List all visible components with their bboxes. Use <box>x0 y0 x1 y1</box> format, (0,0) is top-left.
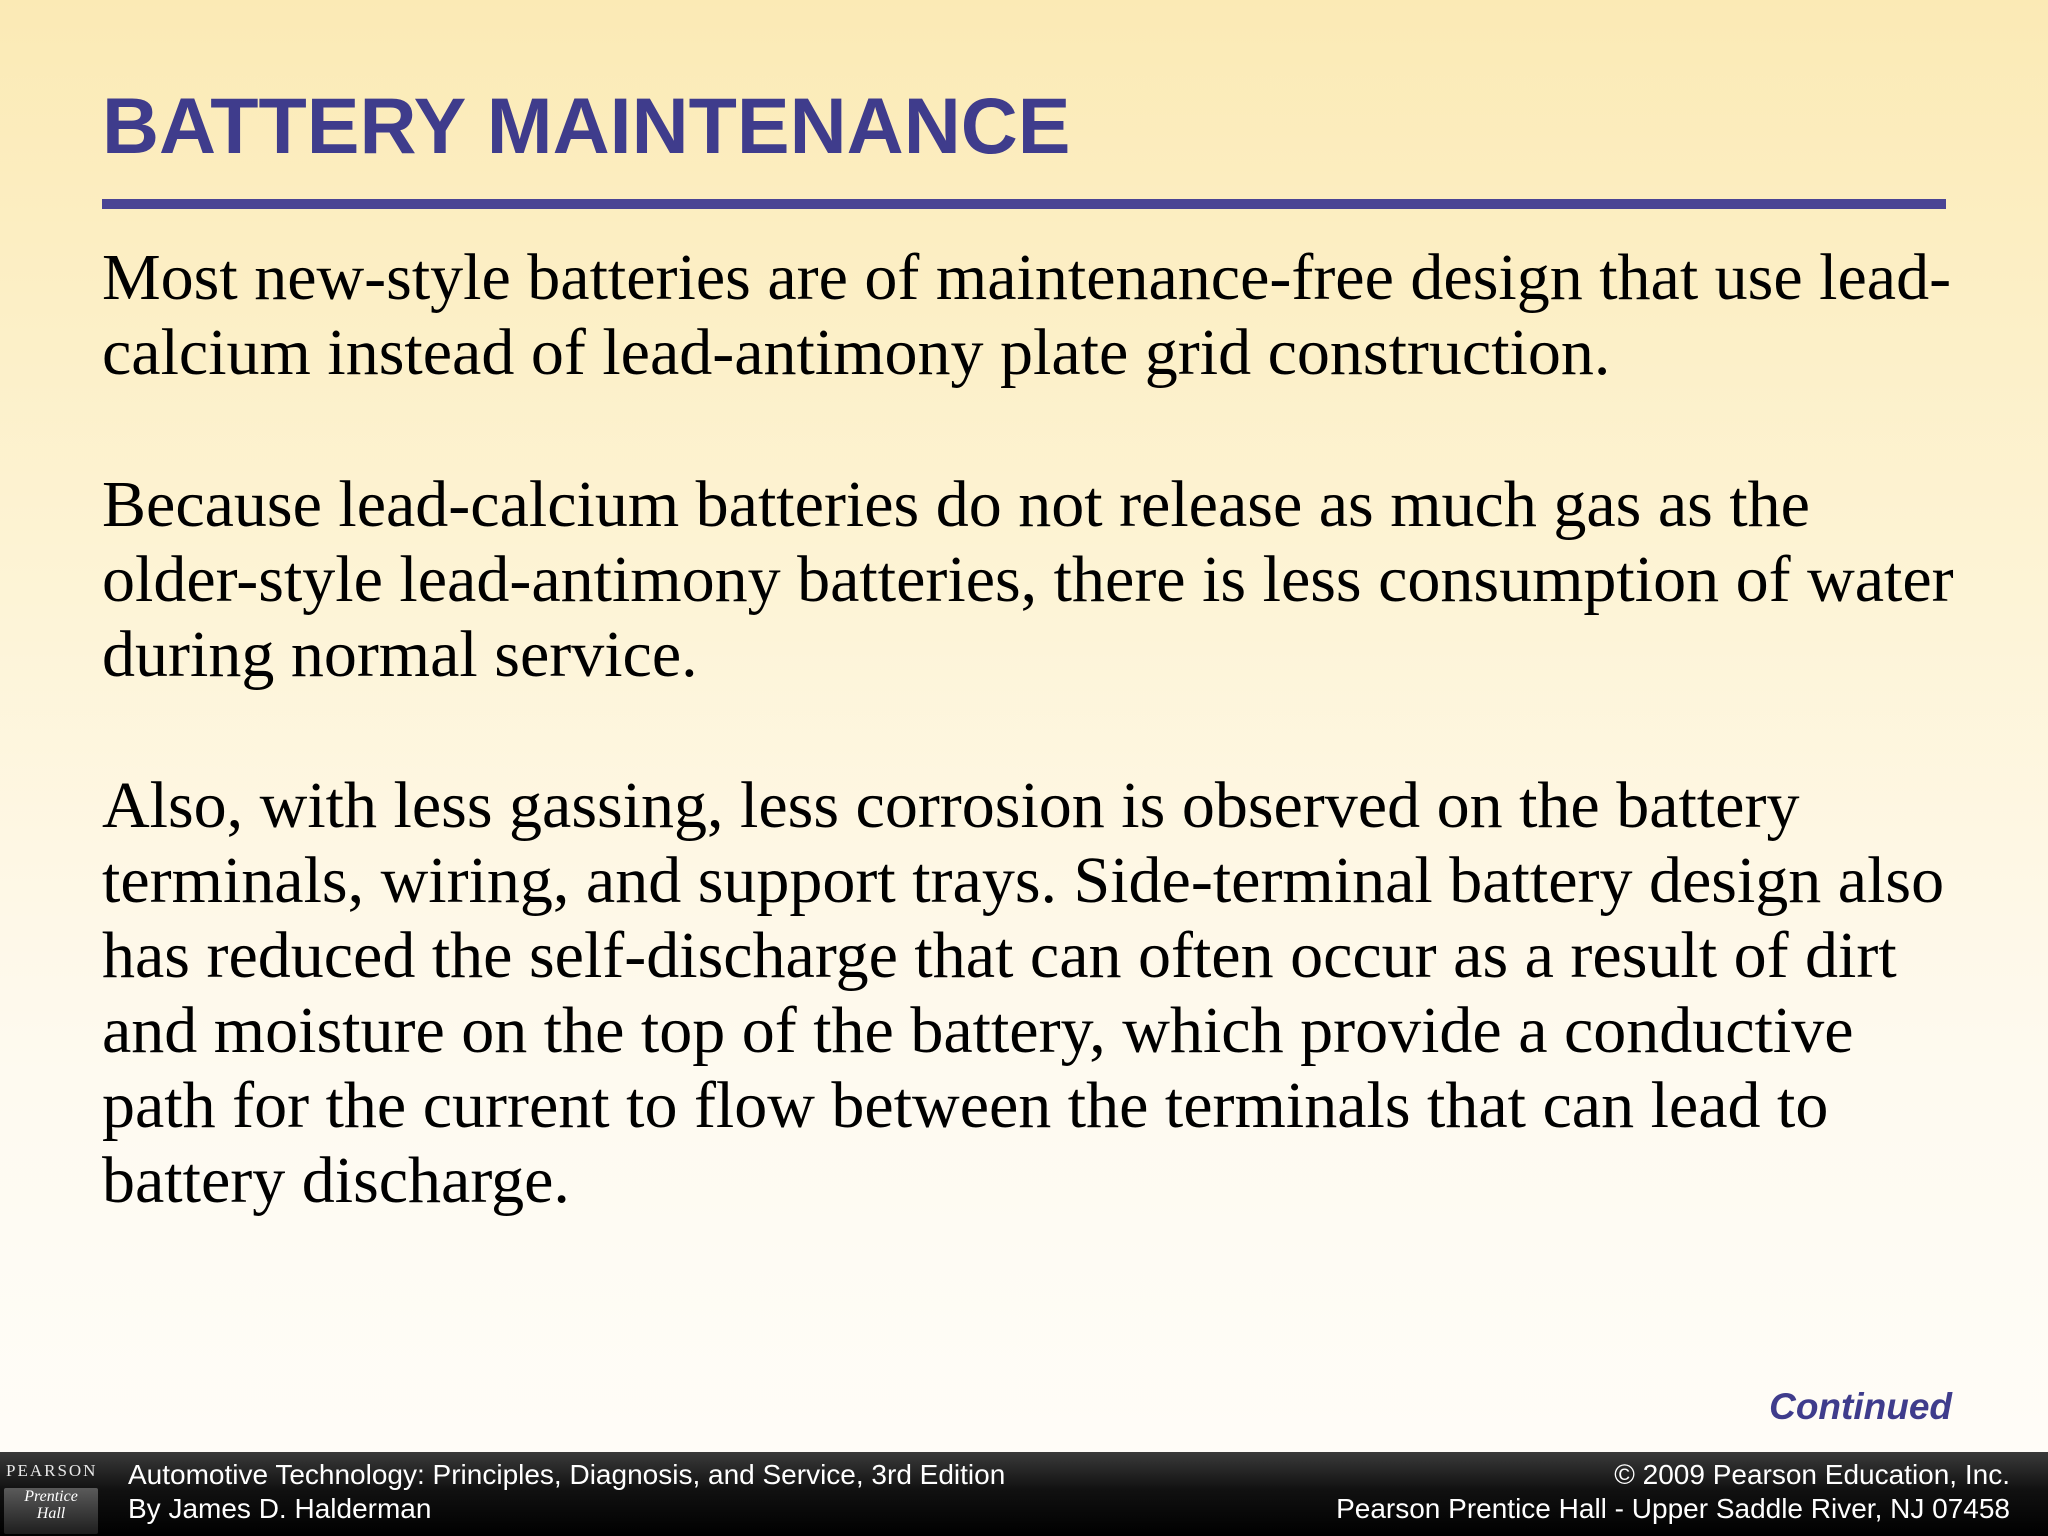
pearson-prentice-hall-logo <box>0 1452 102 1536</box>
footer-book-title: Automotive Technology: Principles, Diagnosis, and Service, 3rd Edition <box>128 1459 1006 1490</box>
paragraph-maintenance-free: Most new-style batteries are of maintenance-free design that use lead-calcium instead of lead-antimony plate grid construction. <box>102 241 1952 389</box>
footer-book-info <box>128 1458 1005 1526</box>
paragraph-gas-consumption: Because lead-calcium batteries do not release as much gas as the older-style lead-antimony batteries, there is less consumption of water during normal service. <box>102 468 1954 691</box>
logo-prentice-hall-badge <box>4 1488 98 1534</box>
paragraph-corrosion: Also, with less gassing, less corrosion is observed on the battery terminals, wiring, and support trays. Side-terminal battery design also has reduced the self-discharge that can often occur as a result of dirt and moisture on the top of the battery, which provide a conductive path for the current to flow between the terminals that can lead to battery discharge. <box>102 769 1945 1217</box>
logo-prentice-text: Prentice <box>24 1488 78 1505</box>
footer-author: By James D. Halderman <box>128 1493 432 1524</box>
footer-publisher-info <box>1336 1458 2010 1526</box>
continued-label: Continued <box>1769 1386 1952 1427</box>
logo-hall-text: Hall <box>36 1505 66 1522</box>
footer-publisher: Pearson Prentice Hall - Upper Saddle River, NJ 07458 <box>1336 1493 2010 1524</box>
footer-copyright: © 2009 Pearson Education, Inc. <box>1614 1459 2010 1490</box>
title-divider <box>102 199 1946 209</box>
logo-pearson-text: PEARSON <box>6 1461 98 1480</box>
slide-title: BATTERY MAINTENANCE <box>102 81 1071 170</box>
slide-footer <box>0 1452 2048 1536</box>
